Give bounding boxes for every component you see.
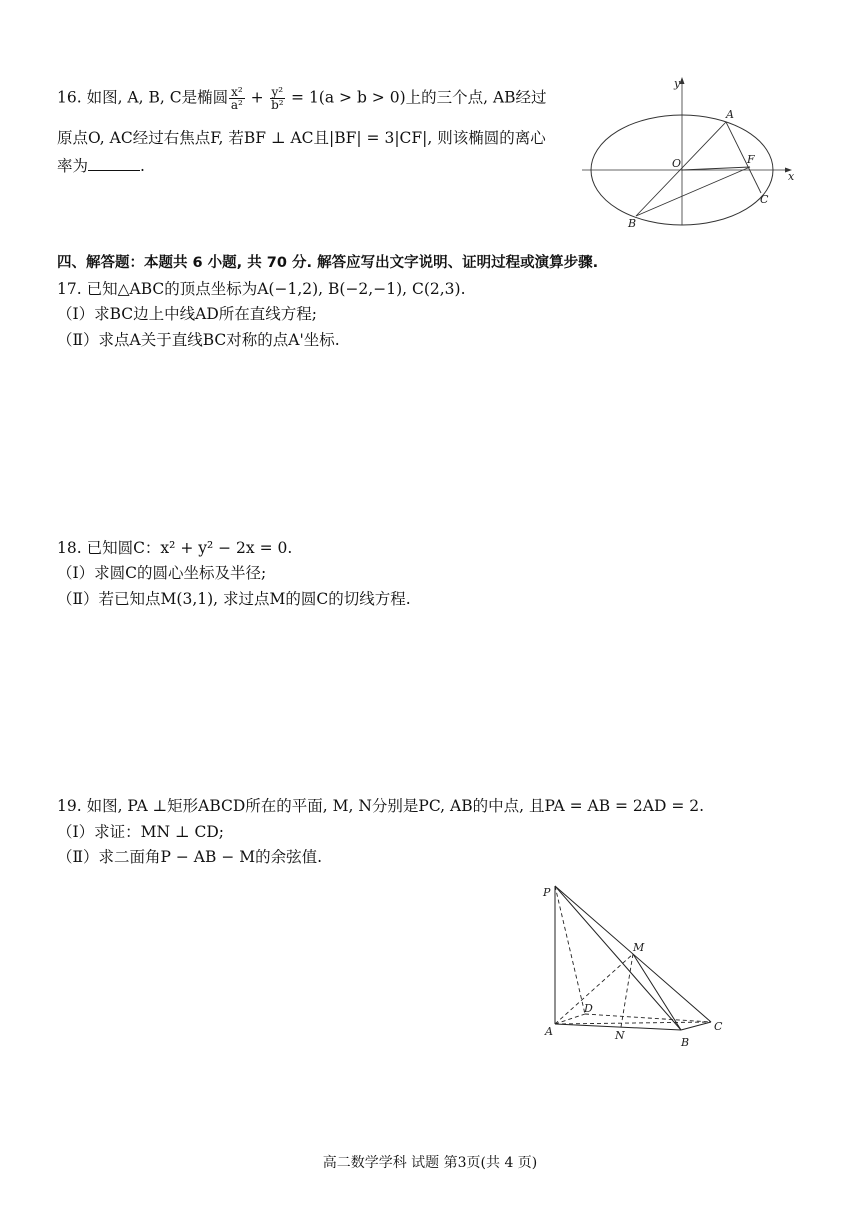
edge-BC [681, 1022, 711, 1030]
q16-line-3-post: . [140, 157, 145, 175]
q16-line-3 [57, 155, 145, 177]
q19-part-2: （Ⅱ）求二面角P − AB − M的余弦值. [57, 848, 323, 866]
section-heading: 四、解答题：本题共 6 小题, 共 70 分. 解答应写出文字说明、证明过程或演算步骤. [57, 255, 599, 271]
edge-DC [585, 1014, 711, 1022]
point-B-label: B [681, 1036, 690, 1049]
point-O-label: O [672, 157, 682, 170]
pyramid-figure [535, 878, 735, 1053]
q17-part-2: （Ⅱ）求点A关于直线BC对称的点A'坐标. [57, 331, 340, 349]
point-F-label: F [747, 153, 755, 166]
segment-AC [726, 122, 761, 193]
x-axis-label: x [788, 170, 795, 183]
point-C-label: C [714, 1020, 723, 1033]
edge-PD [555, 886, 585, 1014]
y-axis-arrow-icon [680, 77, 685, 84]
fraction-numerator: x² [231, 85, 243, 99]
segment-BF [636, 167, 750, 216]
segment-AC [555, 1022, 711, 1024]
q16-line-2: 原点O, AC经过右焦点F, 若BF ⊥ AC且|BF| = 3|CF|, 则该椭圆的离心 [57, 129, 546, 147]
point-C-label: C [760, 193, 769, 206]
q17-stem: 17. 已知△ABC的顶点坐标为A(−1,2), B(−2,−1), C(2,3). [57, 280, 466, 298]
plus-sign: + [245, 88, 269, 107]
page-footer: 高二数学学科 试题 第3页(共 4 页) [322, 1155, 538, 1171]
q16-line-1-post: = 1(a > b > 0)上的三个点, AB经过 [286, 88, 547, 107]
fraction-numerator: y² [271, 85, 284, 99]
segment-AM [555, 954, 633, 1024]
point-A-label: A [726, 108, 734, 121]
q18-part-1: （Ⅰ）求圆C的圆心坐标及半径; [57, 564, 267, 582]
segment-OF [682, 167, 750, 170]
answer-blank [88, 156, 140, 171]
point-B-label: B [628, 217, 637, 230]
point-M-label: M [633, 941, 645, 954]
q19-part-1: （Ⅰ）求证：MN ⊥ CD; [57, 823, 224, 841]
fraction-denominator: a² [230, 98, 243, 112]
q16-line-1 [57, 86, 547, 111]
ellipse-figure [578, 75, 808, 235]
y-axis-label: y [674, 77, 681, 90]
point-N-label: N [615, 1029, 625, 1042]
point-A-label: A [545, 1025, 553, 1038]
q16-line-1-pre: 16. 如图, A, B, C是椭圆 [57, 88, 229, 107]
point-P-label: P [543, 886, 551, 899]
q17-part-1: （Ⅰ）求BC边上中线AD所在直线方程; [57, 305, 318, 323]
q18-stem: 18. 已知圆C：x² + y² − 2x = 0. [57, 539, 293, 557]
fraction-y2-b2 [270, 86, 286, 111]
q18-part-2: （Ⅱ）若已知点M(3,1), 求过点M的圆C的切线方程. [57, 590, 411, 608]
edge-PB [555, 886, 681, 1030]
point-D-label: D [584, 1002, 593, 1015]
fraction-denominator: b² [271, 98, 284, 112]
edge-AD [555, 1014, 585, 1024]
q16-line-3-pre: 率为 [57, 157, 89, 175]
fraction-x2-a2 [229, 86, 245, 111]
q19-stem: 19. 如图, PA ⊥矩形ABCD所在的平面, M, N分别是PC, AB的中点, 且PA = AB = 2AD = 2. [57, 797, 705, 815]
